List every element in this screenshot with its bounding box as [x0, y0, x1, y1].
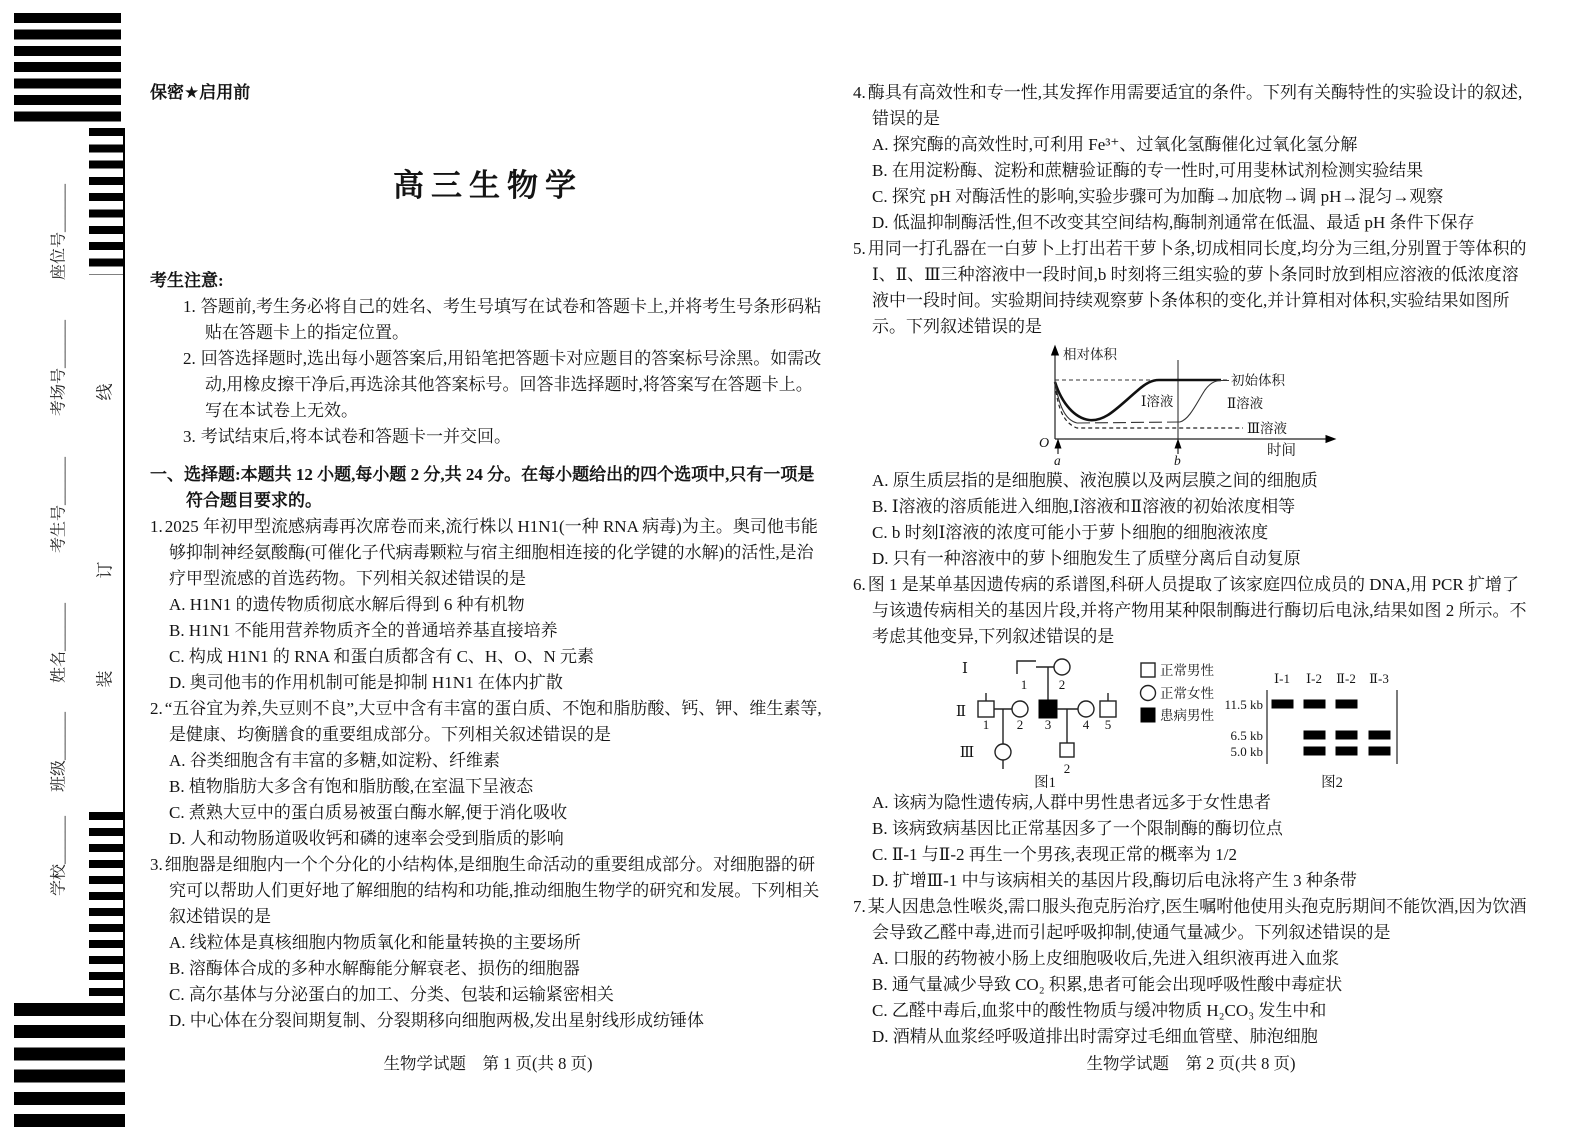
question-number: 4. [853, 83, 866, 102]
initial-volume-label: 初始体积 [1231, 373, 1285, 388]
male-2-5-symbol [1100, 701, 1116, 717]
class-field: 班级______ [50, 711, 68, 793]
gel-lane-label: Ⅱ-2 [1336, 671, 1356, 686]
option-d: D. 低温抑制酶活性,但不改变其空间结构,酶制剂通常在低温、最适 pH 条件下保存 [872, 213, 1475, 232]
question-4 [853, 80, 1529, 236]
legend-label: 患病男性 [1160, 708, 1214, 723]
notice-item [183, 424, 826, 450]
notice-number: 2. [183, 349, 196, 368]
option-a: A. 谷类细胞含有丰富的多糖,如淀粉、纤维素 [169, 751, 501, 770]
option-b: B. 该病致病基因比正常基因多了一个限制酶的酶切位点 [872, 819, 1283, 838]
gel-band [1304, 731, 1325, 739]
affected-male-icon [1141, 708, 1155, 722]
option-b: B. 植物脂肪大多含有饱和脂肪酸,在室温下呈液态 [169, 777, 534, 796]
gel-band [1369, 731, 1390, 739]
pedigree-chart [956, 659, 1116, 790]
male-1-1-symbol [1017, 661, 1036, 674]
origin-label: O [1039, 436, 1050, 451]
female-3-1-symbol [995, 744, 1011, 760]
member-number: 1 [1020, 677, 1028, 692]
option-a: A. H1N1 的遗传物质彻底水解后得到 6 种有机物 [169, 595, 525, 614]
option-c: C. Ⅱ-1 与Ⅱ-2 再生一个男孩,表现正常的概率为 1/2 [872, 845, 1237, 864]
exam-room-field: 考场号______ [50, 319, 68, 417]
normal-male-icon [1141, 663, 1155, 677]
member-number: 2 [1058, 677, 1066, 692]
female-1-2-symbol [1054, 659, 1070, 675]
question-1 [150, 514, 826, 696]
option-b: B. 通气量减少导致 CO₂ 积累,患者可能会出现呼吸性酸中毒症状 [872, 975, 1343, 994]
question-6 [853, 572, 1529, 894]
option-c: C. 构成 H1N1 的 RNA 和蛋白质都含有 C、H、O、N 元素 [169, 647, 595, 666]
q6-pedigree-gel-figure [945, 652, 1450, 790]
question-number: 6. [853, 575, 866, 594]
option-d: D. 人和动物肠道吸收钙和磷的速率会受到脂质的影响 [169, 829, 564, 848]
question-number: 3. [150, 855, 163, 874]
binding-marks-narrow-top [89, 128, 124, 275]
notice-number: 1. [183, 297, 196, 316]
question-number: 5. [853, 239, 866, 258]
y-axis-label: 相对体积 [1063, 347, 1117, 362]
page-2-footer: 生物学试题 第 2 页(共 8 页) [1086, 1054, 1296, 1073]
notice-heading: 考生注意: [150, 271, 224, 290]
notice-text: 回答选择题时,选出每小题答案后,用铅笔把答题卡对应题目的答案标号涂黑。如需改动,用橡皮擦干净后,再选涂其他答案标号。回答非选择题时,将答案写在答题卡上。写在本试卷上无效。 [200, 349, 822, 420]
female-2-4-symbol [1078, 701, 1094, 717]
option-c: C. 乙醛中毒后,血浆中的酸性物质与缓冲物质 H₂CO₃ 发生中和 [872, 1001, 1327, 1020]
question-number: 1. [150, 517, 163, 536]
female-2-2-symbol [1012, 701, 1028, 717]
fold-mark-bind: 装 [95, 670, 115, 688]
solution-3-label: Ⅲ溶液 [1247, 421, 1288, 436]
question-stem: 6. 图 1 是某单基因遗传病的系谱图,科研人员提取了该家庭四位成员的 DNA,用 PCR 扩增了与该遗传病相关的基因片段,并将产物用某种限制酶进行酶切后电泳,结果如图 2 所示。不考虑其他变异,下列叙述错误的是 [853, 575, 1527, 646]
question-stem: 1. 2025 年初甲型流感病毒再次席卷而来,流行株以 H1N1(一种 RNA 病毒)为主。奥司他韦能够抑制神经氨酸酶(可催化子代病毒颗粒与宿主细胞相连接的化学键的水解)的活性,是治疗甲型流感的首选药物。下列相关叙述错误的是 [150, 517, 818, 588]
legend-label: 正常女性 [1160, 686, 1214, 701]
paper-title: 高三生物学 [393, 168, 583, 203]
gel-band [1369, 747, 1390, 755]
gel-band [1336, 700, 1357, 708]
member-number: 3 [1044, 717, 1052, 732]
option-d: D. 扩增Ⅲ-1 中与该病相关的基因片段,酶切后电泳将产生 3 种条带 [872, 871, 1357, 890]
question-5 [853, 236, 1529, 572]
option-c: C. b 时刻Ⅰ溶液的浓度可能小于萝卜细胞的细胞液浓度 [872, 523, 1269, 542]
option-c: C. 高尔基体与分泌蛋白的加工、分类、包装和运输紧密相关 [169, 985, 614, 1004]
generation-1-label: Ⅰ [962, 661, 968, 677]
option-a: A. 口服的药物被小肠上皮细胞吸收后,先进入组织液再进入血浆 [872, 949, 1340, 968]
notice-text: 答题前,考生务必将自己的姓名、考生号填写在试卷和答题卡上,并将考生号条形码粘贴在答题卡上的指定位置。 [200, 297, 822, 342]
gel-band [1304, 747, 1325, 755]
section-heading: 一、选择题:本题共 12 小题,每小题 2 分,共 24 分。在每小题给出的四个选项中,只有一项是符合题目要求的。 [150, 465, 815, 510]
binding-marks-bottom [14, 1003, 125, 1136]
option-b: B. 在用淀粉酶、淀粉和蔗糖验证酶的专一性时,可用斐林试剂检测实验结果 [872, 161, 1424, 180]
figure-2-caption: 图2 [1321, 775, 1343, 790]
option-b: B. Ⅰ溶液的溶质能进入细胞,Ⅰ溶液和Ⅱ溶液的初始浓度相等 [872, 497, 1296, 516]
name-field: 姓名______ [50, 602, 68, 684]
page-1-footer: 生物学试题 第 1 页(共 8 页) [383, 1054, 593, 1073]
question-3 [150, 852, 826, 1034]
gel-lane-label: Ⅰ-2 [1306, 671, 1322, 686]
member-number: 2 [1016, 717, 1024, 732]
member-number: 2 [1063, 761, 1071, 776]
fold-mark-stitch: 订 [95, 561, 115, 579]
option-d: D. 酒精从血浆经呼吸道排出时需穿过毛细血管壁、肺泡细胞 [872, 1027, 1318, 1046]
time-b-label: b [1174, 453, 1181, 466]
x-axis-label: 时间 [1267, 443, 1296, 459]
gel-band [1336, 747, 1357, 755]
question-stem: 2. “五谷宜为养,失豆则不良”,大豆中含有丰富的蛋白质、不饱和脂肪酸、钙、钾、维生素等,是健康、均衡膳食的重要组成部分。下列相关叙述错误的是 [150, 699, 822, 744]
question-number: 7. [853, 897, 866, 916]
gel-size-label: 11.5 kb [1224, 697, 1263, 712]
page-2 [853, 80, 1529, 1050]
question-stem: 7. 某人因患急性喉炎,需口服头孢克肟治疗,医生嘱咐他使用头孢克肟期间不能饮酒,因为饮酒会导致乙醛中毒,进而引起呼吸抑制,使通气量减少。下列叙述错误的是 [853, 897, 1527, 942]
question-2 [150, 696, 826, 852]
option-d: D. 只有一种溶液中的萝卜细胞发生了质壁分离后自动复原 [872, 549, 1301, 568]
notice-item [183, 346, 826, 424]
gel-size-label: 6.5 kb [1230, 728, 1263, 743]
gel-band [1272, 700, 1293, 708]
solution-1-label: Ⅰ溶液 [1141, 394, 1174, 409]
candidate-number-field: 考生号______ [50, 456, 68, 554]
seat-number-field: 座位号______ [50, 183, 68, 281]
question-stem: 4. 酶具有高效性和专一性,其发挥作用需要适宜的条件。下列有关酶特性的实验设计的叙述,错误的是 [853, 83, 1523, 128]
question-7 [853, 894, 1529, 1050]
member-number: 5 [1104, 717, 1112, 732]
time-a-label: a [1054, 453, 1061, 466]
affected-male-2-3-symbol [1039, 700, 1057, 718]
page-1 [150, 80, 826, 1034]
option-d: D. 中心体在分裂间期复制、分裂期移向细胞两极,发出星射线形成纺锤体 [169, 1011, 705, 1030]
question-number: 2. [150, 699, 163, 718]
pedigree-legend [1141, 662, 1215, 723]
option-a: A. 该病为隐性遗传病,人群中男性患者远多于女性患者 [872, 793, 1272, 812]
member-number: 1 [982, 717, 990, 732]
notice-text: 考试结束后,将本试卷和答题卡一并交回。 [200, 427, 511, 446]
fold-mark-line: 线 [95, 383, 115, 401]
q5-osmosis-graph [1005, 344, 1350, 466]
member-number: 4 [1082, 717, 1090, 732]
option-c: C. 探究 pH 对酶活性的影响,实验步骤可为加酶→加底物→调 pH→混匀→观察 [872, 187, 1444, 206]
question-stem: 3. 细胞器是细胞内一个个分化的小结构体,是细胞生命活动的重要组成部分。对细胞器的研究可以帮助人们更好地了解细胞的结构和功能,推动细胞生物学的研究和发展。下列相关叙述错误的是 [150, 855, 820, 926]
gel-band [1336, 731, 1357, 739]
option-d: D. 奥司他韦的作用机制可能是抑制 H1N1 在体内扩散 [169, 673, 563, 692]
question-stem: 5. 用同一打孔器在一白萝卜上打出若干萝卜条,切成相同长度,均分为三组,分别置于等体积的Ⅰ、Ⅱ、Ⅲ三种溶液中一段时间,b 时刻将三组实验的萝卜条同时放到相应溶液的低浓度溶液中一段时间。实验期间持续观察萝卜条体积的变化,并计算相对体积,实验结果如图所示。下列叙述错误的是 [853, 239, 1527, 336]
solution-2-label: Ⅱ溶液 [1227, 396, 1264, 411]
notice-item [183, 294, 826, 346]
option-a: A. 原生质层指的是细胞膜、液泡膜以及两层膜之间的细胞质 [872, 471, 1318, 490]
legend-label: 正常男性 [1160, 663, 1214, 678]
binding-marks-narrow-bottom [89, 812, 124, 1003]
gel-electrophoresis [1224, 671, 1397, 790]
security-notice: 保密★启用前 [150, 83, 251, 102]
figure-1-caption: 图1 [1034, 775, 1056, 790]
option-b: B. 溶酶体合成的多种水解酶能分解衰老、损伤的细胞器 [169, 959, 580, 978]
male-3-2-symbol [1060, 743, 1074, 757]
generation-2-label: Ⅱ [955, 704, 967, 720]
gel-band [1304, 700, 1325, 708]
option-a: A. 探究酶的高效性时,可利用 Fe³⁺、过氧化氢酶催化过氧化氢分解 [872, 135, 1358, 154]
gel-size-label: 5.0 kb [1230, 744, 1263, 759]
binding-marks-top [14, 13, 121, 128]
gel-lane-label: Ⅱ-3 [1369, 671, 1389, 686]
male-2-1-symbol [978, 701, 994, 717]
normal-female-icon [1141, 686, 1156, 701]
notice-number: 3. [183, 427, 196, 446]
option-b: B. H1N1 不能用营养物质齐全的普通培养基直接培养 [169, 621, 558, 640]
school-field: 学校______ [50, 815, 68, 897]
generation-3-label: Ⅲ [959, 745, 975, 761]
gel-lane-label: Ⅰ-1 [1274, 671, 1290, 686]
option-c: C. 煮熟大豆中的蛋白质易被蛋白酶水解,便于消化吸收 [169, 803, 568, 822]
notice-list [150, 294, 826, 450]
option-a: A. 线粒体是真核细胞内物质氧化和能量转换的主要场所 [169, 933, 581, 952]
